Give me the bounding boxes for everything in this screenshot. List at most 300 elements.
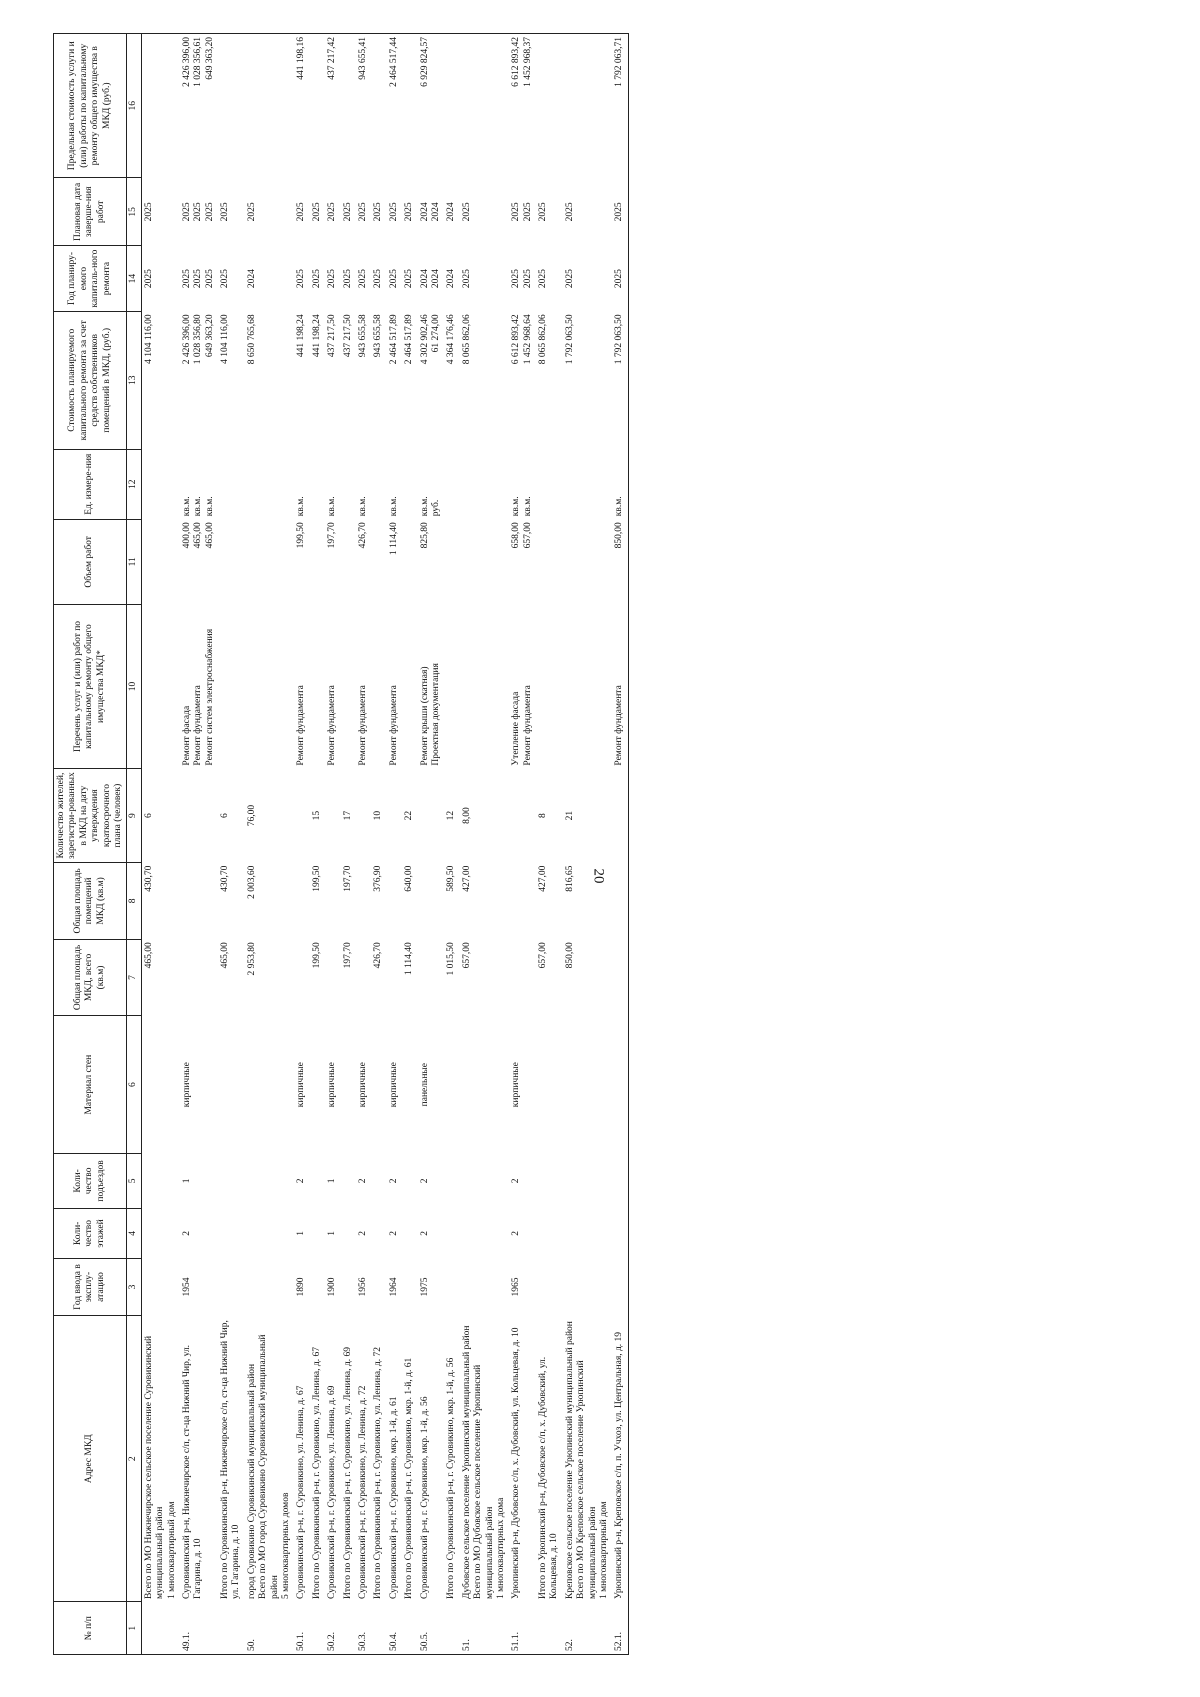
row-number: 52.1.: [612, 1602, 628, 1655]
planned-cost: 441 198,24: [311, 314, 322, 358]
work-list: [563, 605, 613, 769]
table-row: [371, 34, 386, 1655]
table-row: [444, 34, 459, 1655]
work-volume: [310, 519, 325, 604]
residents: [612, 769, 628, 863]
unit: кв.м.: [357, 496, 368, 517]
total-area: [294, 939, 309, 1016]
column-number: 3: [127, 1259, 141, 1316]
year-built: [536, 1259, 563, 1316]
repair-year: 2025: [538, 269, 549, 289]
work-volume: 197,70: [327, 522, 338, 549]
column-number: 13: [127, 311, 141, 449]
address-cell: Всего по МО Нижнечирское сельское поселение Суровикинский муниципальный район 1 многоквартирный дом: [143, 1335, 177, 1599]
total-area: 850,00: [564, 942, 575, 969]
residents: 10: [373, 810, 384, 821]
repair-year: 2024: [246, 269, 257, 289]
year-built: [563, 1259, 613, 1316]
residents: 76,00: [246, 804, 257, 827]
column-number-row: [127, 34, 141, 1655]
repair-year: 2025: [296, 269, 307, 289]
residents: [356, 769, 371, 863]
residents: 8,00: [461, 807, 472, 824]
completion-date: 2025 2025: [511, 202, 533, 222]
table-row: [310, 34, 325, 1655]
header-cell: № п/п: [54, 1602, 127, 1655]
floors: 2: [181, 1231, 192, 1236]
year-built: 1964: [388, 1277, 399, 1297]
max-cost: 6 612 893,42 1 452 968,37: [509, 34, 536, 178]
row-number: [444, 1602, 459, 1655]
year-built: [371, 1259, 386, 1316]
residents: [418, 769, 445, 863]
wall-material: кирпичные: [357, 1062, 368, 1108]
address-cell: Итого по Суровикинский р-н, г. Суровикино, ул. Ленина, д. 72: [373, 1347, 384, 1599]
work-list: [341, 605, 356, 769]
work-list: [536, 605, 563, 769]
table-row: [245, 34, 295, 1655]
max-cost: [460, 34, 510, 178]
floors: 2: [388, 1231, 399, 1236]
premises-area: 197,70: [342, 865, 353, 892]
work-volume: [460, 519, 510, 604]
max-cost: [444, 34, 459, 178]
wall-material: [563, 1016, 613, 1154]
address-cell: Креповское сельское поселение Урюпинский муниципальный район Всего по МО Креповское сельское поселение Урюпинский муниципальный район 1 многоквартирный дом: [564, 1321, 610, 1599]
row-number: 51.1.: [509, 1602, 536, 1655]
header-cell: Количество жителей, зарегистри-рованных в МКД на дату утверждения краткосрочного плана (человек): [54, 769, 127, 863]
max-cost: 1 792 063,71: [612, 34, 628, 178]
repair-year: 2025: [357, 269, 368, 289]
year-built: [245, 1259, 295, 1316]
max-cost: [141, 34, 180, 178]
table-row: [563, 34, 613, 1655]
premises-area: [180, 863, 218, 940]
entrances: 1: [327, 1178, 338, 1184]
residents: 17: [342, 810, 353, 821]
total-area: [509, 939, 536, 1016]
premises-area: 640,00: [404, 865, 415, 892]
table-row: [612, 34, 628, 1655]
entrances: [612, 1154, 628, 1209]
wall-material: [341, 1016, 356, 1154]
work-list: [310, 605, 325, 769]
column-number: 16: [127, 34, 141, 178]
unit: кв.м. руб.: [419, 496, 441, 517]
premises-area: [418, 863, 445, 940]
row-number: [310, 1602, 325, 1655]
address-cell: Суровикинский р-н, Нижнечирское с/п, ст-ца Нижний Чир, ул. Гагарина, д. 10: [181, 1344, 204, 1599]
work-list: [402, 605, 417, 769]
column-number: 6: [127, 1016, 141, 1154]
max-cost: [341, 34, 356, 178]
row-number: [371, 1602, 386, 1655]
header-cell: Перечень услуг и (или) работ по капитальному ремонту общего имущества МКД*: [54, 605, 127, 769]
address-cell: Итого по Урюпинский р-н, Дубовское с/п, х. Дубовский, ул. Кольцевая, д. 10: [538, 1356, 560, 1599]
floors: [536, 1208, 563, 1258]
table-row: [218, 34, 245, 1655]
completion-date: 2024 2024: [419, 202, 441, 222]
premises-area: 376,90: [373, 865, 384, 892]
header-cell: Коли-чество этажей: [54, 1208, 127, 1258]
max-cost: [371, 34, 386, 178]
floors: [245, 1208, 295, 1258]
completion-date: 2025: [388, 202, 399, 222]
year-built: 1956: [357, 1277, 368, 1297]
table-row: [356, 34, 371, 1655]
unit: [563, 449, 613, 519]
residents: 21: [564, 810, 575, 821]
residents: [294, 769, 309, 863]
wall-material: [141, 1016, 180, 1154]
year-built: 1965: [511, 1277, 522, 1297]
year-built: [402, 1259, 417, 1316]
total-area: 465,00: [143, 942, 154, 969]
total-area: [356, 939, 371, 1016]
repair-year: 2025: [612, 246, 628, 312]
work-volume: 850,00: [612, 519, 628, 604]
year-built: 1900: [327, 1277, 338, 1297]
total-area: [612, 939, 628, 1016]
header-cell: Объем работ: [54, 519, 127, 604]
repair-year: 2025: [373, 269, 384, 289]
address-cell: Суровикинский р-н, г. Суровикино, ул. Ленина, д. 69: [327, 1385, 338, 1599]
repair-year: 2024: [446, 269, 457, 289]
table-row: [294, 34, 309, 1655]
row-number: 50.: [245, 1602, 295, 1655]
address-cell: Суровикинский р-н, г. Суровикино, мкр. 1-й, д. 61: [388, 1396, 399, 1599]
table-row: [402, 34, 417, 1655]
header-cell: Общая площадь МКД, всего (кв.м): [54, 939, 127, 1016]
completion-date: 2025: [538, 202, 549, 222]
repair-year: 2025: [404, 269, 415, 289]
row-number: 50.1.: [294, 1602, 309, 1655]
floors: 2: [511, 1231, 522, 1236]
total-area: [325, 939, 340, 1016]
premises-area: 199,50: [311, 865, 322, 892]
address-cell: Суровикинский р-н, г. Суровикино, ул. Ленина, д. 72: [357, 1385, 368, 1599]
repair-year: 2025: [564, 269, 575, 289]
completion-date: 2025 2025 2025: [181, 202, 215, 222]
address-cell: Итого по Суровикинский р-н, г. Суровикино, ул. Ленина, д. 67: [311, 1347, 322, 1599]
total-area: 1 015,50: [446, 942, 457, 976]
wall-material: кирпичные: [327, 1062, 338, 1108]
residents: [387, 769, 402, 863]
row-number: [536, 1602, 563, 1655]
residents: [509, 769, 536, 863]
wall-material: [460, 1016, 510, 1154]
table-row: [180, 34, 218, 1655]
entrances: [536, 1154, 563, 1209]
residents: 6: [143, 813, 154, 818]
max-cost: [310, 34, 325, 178]
floors: [402, 1208, 417, 1258]
work-list: Ремонт фасада Ремонт фундамента Ремонт систем электроснабжения: [181, 628, 215, 766]
planned-cost: 441 198,24: [296, 314, 307, 358]
row-number: [402, 1602, 417, 1655]
max-cost: [218, 34, 245, 178]
entrances: [460, 1154, 510, 1209]
work-list: Ремонт фундамента: [357, 685, 368, 766]
entrances: [310, 1154, 325, 1209]
work-volume: [402, 519, 417, 604]
unit: [536, 449, 563, 519]
header-cell: Стоимость планируемого капитального ремонта за счет средств собственников помещений в МКД, (руб.): [54, 311, 127, 449]
unit: кв.м.: [388, 496, 399, 517]
max-cost: 441 198,16: [294, 34, 309, 178]
wall-material: кирпичные: [511, 1062, 522, 1108]
unit: [141, 449, 180, 519]
wall-material: [444, 1016, 459, 1154]
floors: [341, 1208, 356, 1258]
completion-date: 2025: [296, 202, 307, 222]
header-cell: Адрес МКД: [54, 1315, 127, 1602]
work-volume: [371, 519, 386, 604]
repair-year: 2025: [311, 269, 322, 289]
work-list: Ремонт фундамента: [296, 685, 307, 766]
header-row: [54, 34, 127, 1655]
column-number: 15: [127, 178, 141, 246]
floors: [141, 1208, 180, 1258]
premises-area: [356, 863, 371, 940]
row-number: [341, 1602, 356, 1655]
residents: [180, 769, 218, 863]
work-volume: [141, 519, 180, 604]
total-area: 1 114,40: [404, 942, 415, 976]
planned-cost: 943 655,58: [373, 314, 384, 358]
page-number: 20: [590, 868, 607, 884]
completion-date: 2025: [220, 202, 231, 222]
row-number: 50.5.: [418, 1602, 445, 1655]
entrances: [371, 1154, 386, 1209]
floors: 2: [419, 1231, 430, 1236]
work-list: Утепление фасада Ремонт фундамента: [511, 685, 533, 766]
column-number: 4: [127, 1208, 141, 1258]
planned-cost: 8 065 862,06: [461, 314, 472, 365]
planned-cost: 437 217,50: [342, 314, 353, 358]
work-volume: [341, 519, 356, 604]
header-cell: Год планиру-емого капиталь-ного ремонта: [54, 246, 127, 312]
table-row: [387, 34, 402, 1655]
unit: кв.м.: [327, 496, 338, 517]
year-built: 1975: [419, 1277, 430, 1297]
work-list: [371, 605, 386, 769]
floors: [444, 1208, 459, 1258]
work-volume: [218, 519, 245, 604]
address-cell: Суровикинский р-н, г. Суровикино, ул. Ленина, д. 67: [296, 1385, 307, 1599]
work-volume: 1 114,40: [388, 522, 399, 556]
planned-cost: 4 104 116,00: [220, 314, 231, 364]
wall-material: панельные: [419, 1062, 430, 1107]
planned-cost: 2 464 517,89: [388, 314, 399, 365]
unit: [460, 449, 510, 519]
row-number: [218, 1602, 245, 1655]
year-built: [444, 1259, 459, 1316]
entrances: [563, 1154, 613, 1209]
header-cell: Год ввода в эксплу-атацию: [54, 1259, 127, 1316]
address-cell: город Суровикино Суровикинский муниципальный район Всего по МО город Суровикино Суровикинский муниципальный район 5 многоквартирных домов: [246, 1334, 292, 1599]
wall-material: [310, 1016, 325, 1154]
max-cost: 2 426 396,00 1 028 356,61 649 363,20: [180, 34, 218, 178]
premises-area: 816,65: [564, 865, 575, 892]
column-number: 9: [127, 769, 141, 863]
planned-cost: 2 426 396,00 1 028 356,80 649 363,20: [181, 314, 215, 365]
work-list: [460, 605, 510, 769]
wall-material: [218, 1016, 245, 1154]
floors: [612, 1208, 628, 1258]
planned-cost: 943 655,58: [357, 314, 368, 358]
work-list: [245, 605, 295, 769]
entrances: [218, 1154, 245, 1209]
work-list: [218, 605, 245, 769]
planned-cost: 2 464 517,89: [404, 314, 415, 365]
work-volume: 825,80: [419, 522, 430, 549]
max-cost: [536, 34, 563, 178]
year-built: 1954: [181, 1277, 192, 1297]
table-row: [418, 34, 445, 1655]
premises-area: 430,70: [143, 865, 154, 892]
wall-material: кирпичные: [296, 1062, 307, 1108]
wall-material: [402, 1016, 417, 1154]
row-number: 50.3.: [356, 1602, 371, 1655]
unit: [444, 449, 459, 519]
year-built: [460, 1259, 510, 1316]
entrances: 2: [419, 1178, 430, 1184]
work-list: Ремонт фундамента: [327, 685, 338, 766]
wall-material: [371, 1016, 386, 1154]
address-cell: Итого по Суровикинский р-н, Нижнечирское с/п, ст-ца Нижний Чир, ул. Гагарина, д. 10: [220, 1320, 242, 1599]
planned-cost: 4 364 176,46: [446, 314, 457, 365]
premises-area: 2 003,60: [246, 865, 257, 899]
column-number: 1: [127, 1602, 141, 1655]
row-number: 52.: [563, 1602, 613, 1655]
completion-date: 2025: [143, 202, 154, 222]
address-cell: Суровикинский р-н, г. Суровикино, мкр. 1-й, д. 56: [419, 1396, 430, 1599]
total-area: 197,70: [342, 942, 353, 969]
work-volume: [444, 519, 459, 604]
work-list: Ремонт фундамента: [388, 685, 399, 766]
premises-area: 589,50: [446, 865, 457, 892]
table-row: [509, 34, 536, 1655]
premises-area: 427,00: [538, 865, 549, 892]
planned-cost: 8 065 862,06: [538, 314, 549, 365]
floors: [460, 1208, 510, 1258]
total-area: 426,70: [373, 942, 384, 969]
row-number: 50.2.: [325, 1602, 340, 1655]
floors: 1: [296, 1231, 307, 1236]
wall-material: [612, 1016, 628, 1154]
completion-date: 2025: [246, 202, 257, 222]
table-body: [141, 34, 628, 1655]
max-cost: 2 464 517,44: [387, 34, 402, 178]
rotated-table-container: [53, 33, 1200, 1655]
address-cell: Дубовское сельское поселение Урюпинский муниципальный район Всего по МО Дубовское сельское поселение Урюпинский муниципальный район 1 многоквартирных дома: [461, 1325, 506, 1599]
column-number: 14: [127, 246, 141, 312]
year-built: [612, 1259, 628, 1316]
residents: 8: [538, 813, 549, 818]
table-row: [325, 34, 340, 1655]
planned-cost: 4 302 902,46 61 274,00: [419, 314, 441, 365]
header-cell: Материал стен: [54, 1016, 127, 1154]
entrances: 2: [511, 1178, 522, 1184]
work-volume: [536, 519, 563, 604]
max-cost: [245, 34, 295, 178]
premises-area: [612, 863, 628, 940]
work-list: Ремонт фундамента: [612, 605, 628, 769]
unit: [245, 449, 295, 519]
floors: [563, 1208, 613, 1258]
unit: [402, 449, 417, 519]
repair-year: 2025: [327, 269, 338, 289]
header-cell: Ед. измере-ния: [54, 449, 127, 519]
premises-area: 427,00: [461, 865, 472, 892]
year-built: [141, 1259, 180, 1316]
wall-material: кирпичные: [181, 1062, 192, 1108]
work-volume: [245, 519, 295, 604]
repair-year: 2025 2025 2025: [181, 269, 215, 289]
address-cell: Урюпинский р-н, Креповское с/п, п. Учхоз, ул. Центральная, д. 19: [612, 1315, 628, 1602]
entrances: 2: [388, 1178, 399, 1184]
planned-cost: 6 612 893,42 1 452 968,64: [511, 314, 533, 365]
planned-cost: 4 104 116,00: [143, 314, 154, 364]
column-number: 7: [127, 939, 141, 1016]
max-cost: 6 929 824,57: [418, 34, 445, 178]
premises-area: [509, 863, 536, 940]
entrances: [444, 1154, 459, 1209]
entrances: 2: [357, 1178, 368, 1184]
column-number: 11: [127, 519, 141, 604]
entrances: 1: [181, 1178, 192, 1184]
max-cost: 943 655,41: [356, 34, 371, 178]
work-list: Ремонт крыши (скатная) Проектная документация: [419, 663, 441, 766]
premises-area: 430,70: [220, 865, 231, 892]
row-number: 49.1.: [180, 1602, 218, 1655]
residents: 12: [446, 810, 457, 821]
repair-year: 2024 2024: [419, 269, 441, 289]
total-area: 465,00: [220, 942, 231, 969]
unit: [218, 449, 245, 519]
address-cell: Итого по Суровикинский р-н, г. Суровикино, мкр. 1-й, д. 61: [404, 1357, 415, 1599]
floors: 2: [357, 1231, 368, 1236]
year-built: 1890: [296, 1277, 307, 1297]
total-area: 657,00: [461, 942, 472, 969]
completion-date: 2025: [327, 202, 338, 222]
work-volume: 400,00 465,00 465,00: [181, 522, 215, 549]
residents: [325, 769, 340, 863]
row-number: 50.4.: [387, 1602, 402, 1655]
table-row: [536, 34, 563, 1655]
completion-date: 2025: [564, 202, 575, 222]
unit: кв.м.: [296, 496, 307, 517]
repair-year: 2025 2025: [511, 269, 533, 289]
completion-date: 2025: [342, 202, 353, 222]
repair-year: 2025: [143, 269, 154, 289]
column-number: 8: [127, 863, 141, 940]
repair-year: 2025: [342, 269, 353, 289]
planned-cost: 8 650 765,68: [246, 314, 257, 365]
work-list: [141, 605, 180, 769]
column-number: 12: [127, 449, 141, 519]
residents: 6: [220, 813, 231, 818]
entrances: 2: [296, 1178, 307, 1184]
entrances: [141, 1154, 180, 1209]
total-area: [387, 939, 402, 1016]
total-area: 199,50: [311, 942, 322, 969]
table-row: [341, 34, 356, 1655]
repair-year: 2025: [388, 269, 399, 289]
max-cost: [563, 34, 613, 178]
table-row: [141, 34, 180, 1655]
